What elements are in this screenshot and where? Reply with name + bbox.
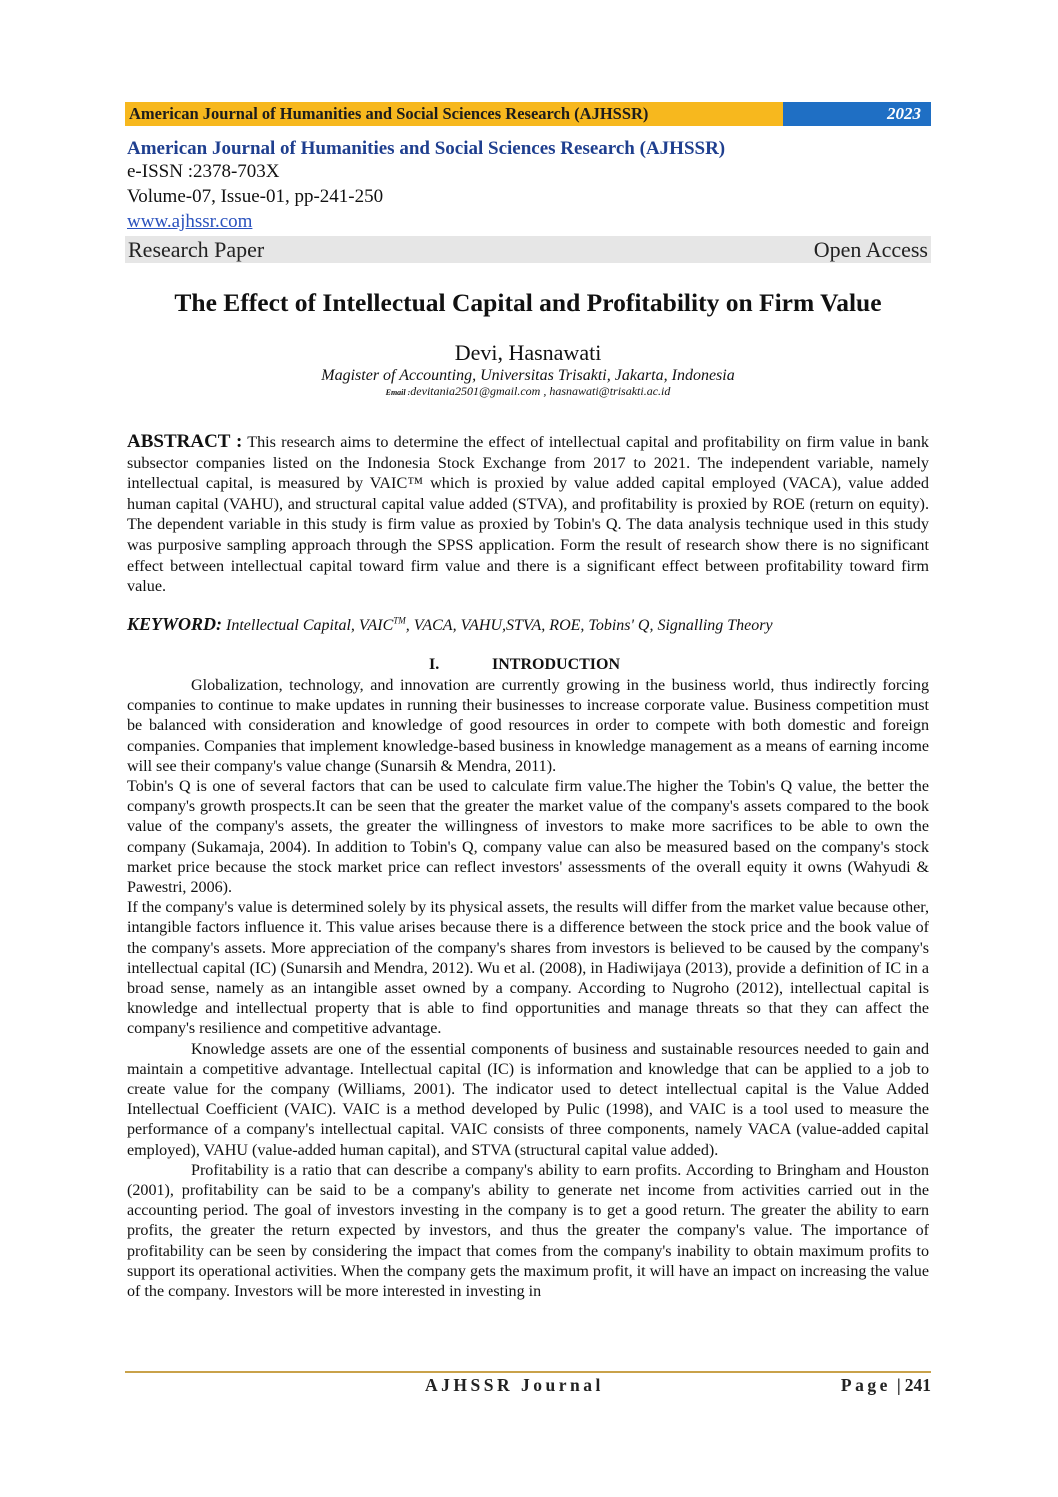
journal-name: American Journal of Humanities and Social Sciences Research (AJHSSR) <box>127 138 726 159</box>
header-year: 2023 <box>783 102 931 126</box>
volume-issue: Volume-07, Issue-01, pp-241-250 <box>127 186 384 207</box>
email-addresses[interactable]: devitania2501@gmail.com , hasnawati@trisakti.ac.id <box>410 384 671 398</box>
section-name: INTRODUCTION <box>492 656 621 673</box>
keywords <box>127 614 929 635</box>
keywords-text-pre: Intellectual Capital, VAIC <box>226 617 394 634</box>
abstract-text: This research aims to determine the effect of intellectual capital and profitability on firm value in bank subsector companies listed on the Indonesia Stock Exchange from 2017 to 2021. The independent variable, namely intellectual capital, is measured by VAIC™ which is proxied by value added capital employed (VACA), value added human capital (VAHU), and structural capital value added (STVA), and profitability is proxied by ROE (return on equity). The dependent variable in this study is firm value as proxied by Tobin's Q. The data analysis technique used in this study was purposive sampling approach through the SPSS application. Form the result of research show there is no significant effect between intellectual capital toward firm value and there is a significant effect between profitability toward firm value. <box>127 433 929 596</box>
paragraph: Knowledge assets are one of the essential components of business and sustainable resources needed to gain and maintain a competitive advantage. Intellectual capital (IC) is information and knowledge that can be applied to a job to create value for the company (Williams, 2001). The indicator used to detect intellectual capital is the Value Added Intellectual Coefficient (VAIC). VAIC is a method developed by Pulic (1998), and VAIC is a tool used to measure the performance of a company's intellectual capital. VAIC consists of three components, namely VACA (value-added capital employed), VAHU (value-added human capital), and STVA (structural capital value added). <box>127 1040 929 1159</box>
header-journal-name: American Journal of Humanities and Social Sciences Research (AJHSSR) <box>125 102 783 126</box>
section-number: I. <box>429 656 440 673</box>
keywords-heading: KEYWORD: <box>127 614 223 634</box>
abstract-heading: ABSTRACT : <box>127 431 243 452</box>
email-label: Email : <box>385 388 411 397</box>
access-label: Open Access <box>813 236 928 262</box>
paper-type-bar <box>125 236 931 263</box>
journal-website-link[interactable]: www.ajhssr.com <box>127 211 253 232</box>
page-footer <box>125 1375 931 1399</box>
paragraph: Tobin's Q is one of several factors that can be used to calculate firm value.The higher the Tobin's Q value, the better the company's growth prospects.It can be seen that the greater the market value of the company's assets compared to the book value of the company's assets, the greater the willingness of investors to make more sacrifices to be able to own the company (Sukamaja, 2004). In addition to Tobin's Q, company value can also be measured based on the company's stock market price because the stock market price can reflect investors' assessments of the overall equity it owns (Wahyudi & Pawestri, 2006). <box>127 778 929 897</box>
footer-divider <box>125 1371 931 1373</box>
authors: Devi, Hasnawati <box>454 340 602 365</box>
header-band <box>125 102 931 126</box>
footer-page: Page | 241 <box>840 1375 931 1395</box>
affiliation: Magister of Accounting, Universitas Trisakti, Jakarta, Indonesia <box>321 367 735 384</box>
paragraph: Profitability is a ratio that can describe a company's ability to earn profits. According to Bringham and Houston (2001), profitability can be said to be a company's ability to generate net income from activities carried out in the accounting period. The goal of investors investing in the company is to get a good return. The greater the ability to earn profits, the greater the return expected by investors, and thus the greater the company's value. The importance of profitability can be seen by considering the impact that comes from the company's inability to obtain maximum profits to support its operational activities. When the company gets the maximum profit, it will have an impact on increasing the value of the company. Investors will be more interested in investing in <box>127 1161 929 1301</box>
keywords-trademark: TM <box>393 615 406 626</box>
introduction-body <box>127 676 929 1302</box>
issn: e-ISSN :2378-703X <box>127 161 280 182</box>
author-emails <box>125 384 931 399</box>
abstract <box>127 432 929 597</box>
paper-type-label: Research Paper <box>128 236 265 262</box>
footer-page-label: Page <box>840 1375 891 1395</box>
keywords-text-post: , VACA, VAHU,STVA, ROE, Tobins' Q, Signalling Theory <box>405 617 773 634</box>
paragraph: Globalization, technology, and innovation are currently growing in the business world, thus indirectly forcing companies to continue to make updates in running their businesses to increase corporate value. Business competition must be balanced with consideration and knowledge of good resources in order to compete with both domestic and foreign companies. Companies that implement knowledge-based business in knowledge management as a means of earning income will see their company's value change (Sunarsih & Mendra, 2011). <box>127 677 929 775</box>
footer-page-number: 241 <box>904 1375 931 1395</box>
footer-journal: AJHSSR Journal <box>425 1375 604 1395</box>
paragraph: If the company's value is determined solely by its physical assets, the results will differ from the market value because other, intangible factors influence it. This value arises because there is a difference between the stock price and the book value of the company's assets. More appreciation of the company's shares from investors is believed to be caused by the company's intellectual capital (IC) (Sunarsih and Mendra, 2012). Wu et al. (2008), in Hadiwijaya (2013), provide a definition of IC in a broad sense, namely as an intangible asset owned by a company. According to Nugroho (2012), intellectual capital is knowledge and intellectual property that is able to find opportunities and manage threats so that they can affect the company's resilience and competitive advantage. <box>127 899 929 1038</box>
paper-title: The Effect of Intellectual Capital and Profitability on Firm Value <box>174 288 882 317</box>
